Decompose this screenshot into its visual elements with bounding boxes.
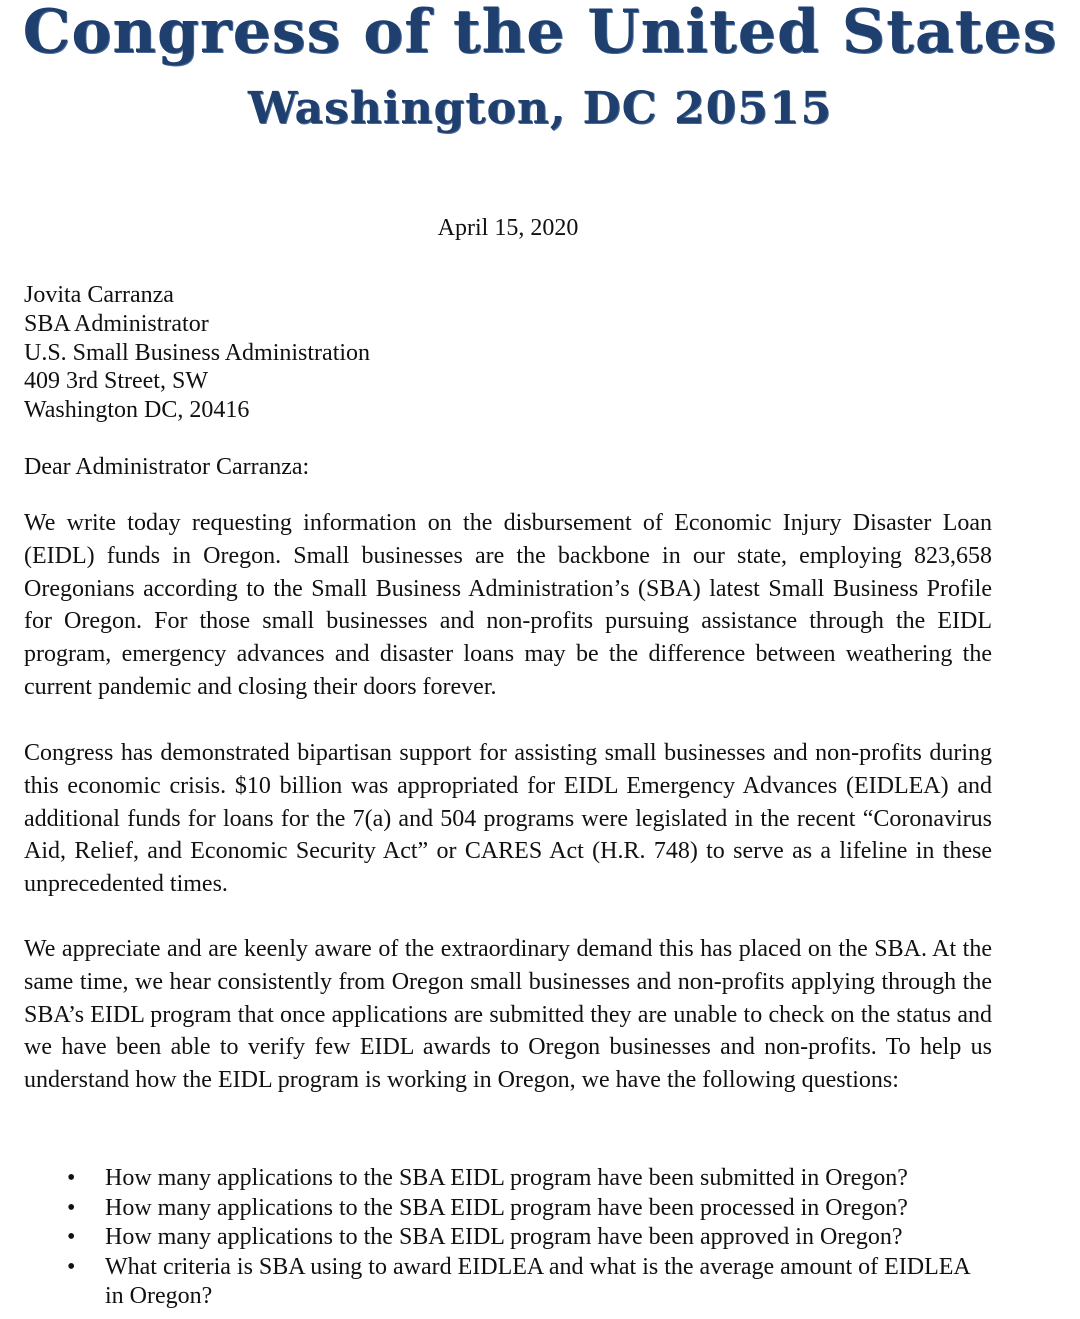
recipient-street: 409 3rd Street, SW [24,368,208,395]
bullet-icon: • [67,1224,76,1251]
letterhead-title: Congress of the United States [22,0,1058,67]
body-paragraph-3: We appreciate and are keenly aware of the extraordinary demand this has placed on the SBA. At the same time, we hear consistently from Oregon small businesses and non-profits applying through the SBA’s EIDL program that once applications are submitted they are unable to check on the status and we have been able to verify few EIDL awards to Oregon businesses and non-profits. To help us understand how the EIDL program is working in Oregon, we have the following questions: [24,936,992,1094]
salutation: Dear Administrator Carranza: [24,454,310,480]
bullet-icon: • [67,1253,76,1280]
question-text: How many applications to the SBA EIDL program have been approved in Oregon? [105,1224,903,1251]
question-item [24,1164,992,1194]
question-item [24,1253,992,1312]
recipient-address [24,281,370,425]
letterhead-location: Washington, DC 20515 [247,83,833,134]
question-text: How many applications to the SBA EIDL program have been processed in Oregon? [105,1194,908,1221]
bullet-icon: • [67,1194,76,1221]
question-item [24,1194,992,1224]
recipient-organization: U.S. Small Business Administration [24,339,371,366]
body-paragraph-2: Congress has demonstrated bipartisan support for assisting small businesses and non-profits during this economic crisis. $10 billion was appropriated for EIDL Emergency Advances (EIDLEA) and additional funds for loans for the 7(a) and 504 programs were legislated in the recent “Coronavirus Aid, Relief, and Economic Security Act” or CARES Act (H.R. 748) to serve as a lifeline in these unprecedented times. [24,740,992,898]
recipient-name: Jovita Carranza [24,282,174,308]
letter-date: April 15, 2020 [437,215,579,241]
recipient-title: SBA Administrator [24,310,209,337]
body-paragraph-1: We write today requesting information on the disbursement of Economic Injury Disaster Loan (EIDL) funds in Oregon. Small businesses are the backbone in our state, employing 823,658 Oregonians according to the Small Business Administration’s (SBA) latest Small Business Profile for Oregon. For those small businesses and non-profits pursuing assistance through the EIDL program, emergency advances and disaster loans may be the difference between weathering the current pandemic and closing their doors forever. [24,510,992,700]
question-text: How many applications to the SBA EIDL program have been submitted in Oregon? [105,1165,908,1191]
recipient-city: Washington DC, 20416 [24,397,250,424]
question-list [24,1164,992,1312]
bullet-icon: • [67,1165,76,1191]
question-item [24,1223,992,1253]
question-text: What criteria is SBA using to award EIDLEA and what is the average amount of EIDLEA in Oregon? [105,1253,970,1310]
